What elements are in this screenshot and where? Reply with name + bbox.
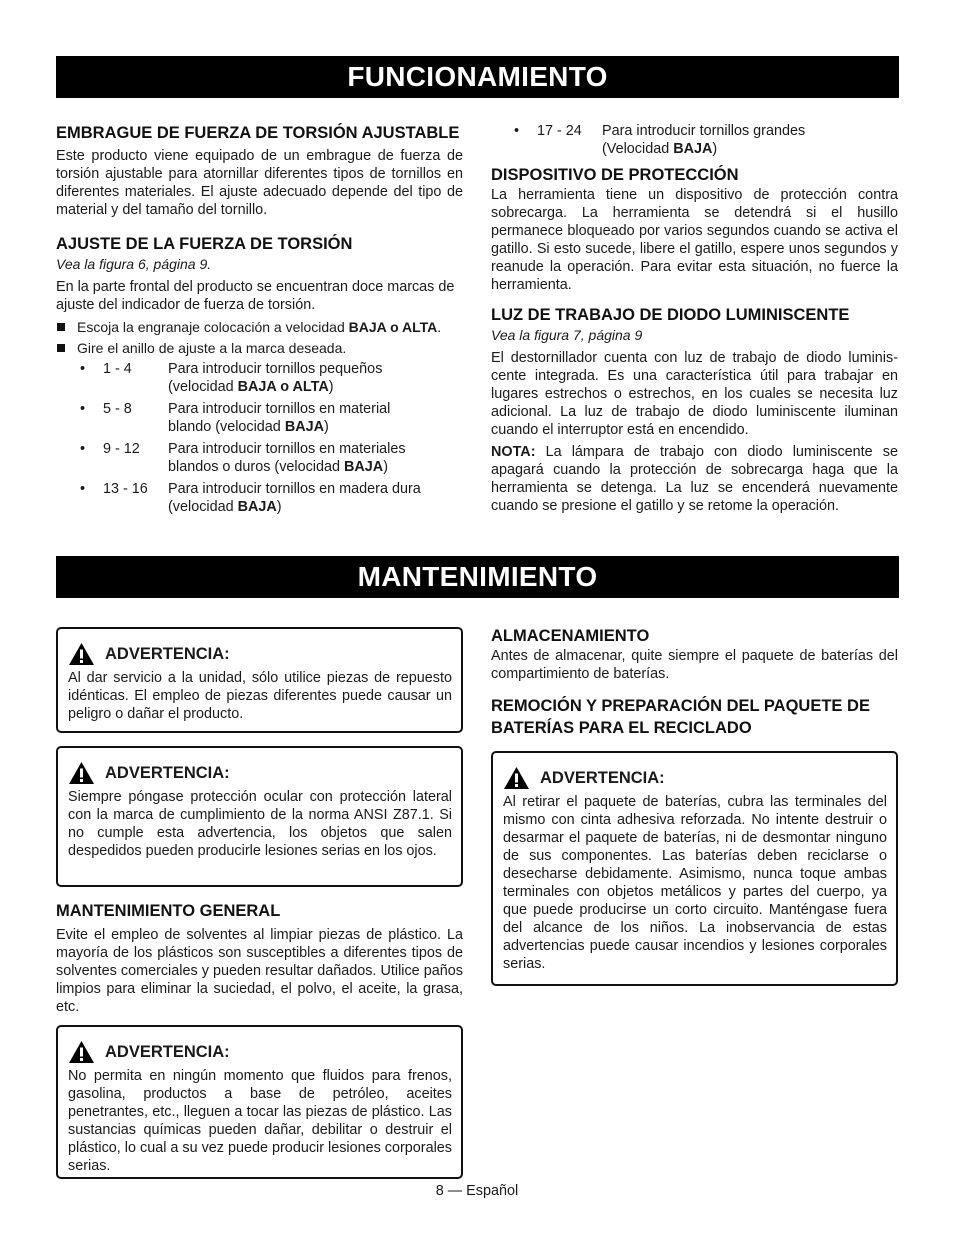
warning-triangle-icon (68, 642, 95, 666)
bullet-icon: • (80, 401, 86, 417)
warning-triangle-icon (68, 761, 95, 785)
general-maintenance-section (56, 900, 463, 1016)
clutch-body: Este producto viene equipado de un embrague de fuerza de torsión ajustable para atornillar diferentes tipos de tornillos en diferentes materiales. El ajuste adecuado depende del tipo de material y del tamaño del tornillo. (56, 148, 463, 218)
warning-triangle-icon (68, 1040, 95, 1064)
warning-body: Siempre póngase protección ocular con protección lateral con la marca de cumplimiento de la norma ANSI Z87.1. Si no cumple esta advertencia, los objetos que salen despedidos pueden producirle lesiones serias en los ojos. (68, 789, 452, 859)
warning-box-battery (491, 751, 898, 986)
square-bullet-icon (57, 323, 65, 331)
operation-right-column (491, 122, 898, 515)
storage-heading: ALMACENAMIENTO (491, 627, 650, 645)
warning-box-spare-parts (56, 627, 463, 733)
note-label: NOTA: (491, 444, 536, 460)
note-body: La lámpara de trabajo con diodo luminiscente se apagará cuando la protección de sobrecarga haga que la herramienta se detenga. La luz se encenderá nuevamente cuando se presione el gatillo y se retome la operación. (491, 444, 898, 514)
torque-step: Escoja la engranaje colocación a velocidad BAJA o ALTA. (56, 318, 463, 336)
bullet-icon: • (80, 361, 86, 377)
section-banner-maintenance: MANTENIMIENTO (56, 556, 899, 598)
warning-triangle-icon (503, 766, 530, 790)
led-note (491, 443, 898, 515)
protection-body: La herramienta tiene un dispositivo de protección contra sobrecarga. La herramienta se detendrá si el husillo permanece bloqueado por varios segundos cuando se activa el gatillo. Si esto sucede, libere el gatillo, espere unos segundos y reanude la operación. Para evitar esta situación, no fuerce la herramienta. (491, 187, 898, 293)
battery-removal-heading: REMOCIÓN Y PREPARACIÓN DEL PAQUETE DE BATERÍAS PARA EL RECICLADO (491, 697, 870, 737)
section-banner-operation: FUNCIONAMIENTO (56, 56, 899, 98)
torque-body: En la parte frontal del producto se encuentran doce marcas de ajuste del indicador de fuerza de torsión. (56, 279, 455, 313)
maintenance-right-column (491, 625, 898, 739)
led-heading: LUZ DE TRABAJO DE DIODO LUMINISCENTE (491, 306, 850, 324)
clutch-heading: EMBRAGUE DE FUERZA DE TORSIÓN AJUSTABLE (56, 124, 460, 142)
bullet-icon: • (80, 441, 86, 457)
led-figure-ref: Vea la figura 7, página 9 (491, 327, 643, 343)
warning-body: Al dar servicio a la unidad, sólo utilice piezas de repuesto idénticas. El empleo de piezas diferentes puede causar un peligro o dañar el producto. (68, 670, 452, 722)
led-body: El destornillador cuenta con luz de trabajo de diodo luminis-cente integrada. Es una característica útil para trabajar en lugares estrechos o estrechos, en los cuales se necesita luz adicional. La luz de trabajo de diodo luminiscente iluminan cuando el interruptor está en encendido. (491, 350, 898, 438)
torque-setting-item: • 17 - 24 Para introducir tornillos grandes (Velocidad BAJA) (514, 123, 806, 157)
torque-heading: AJUSTE DE LA FUERZA DE TORSIÓN (56, 235, 353, 253)
page-footer: 8 — Español (435, 1183, 519, 1199)
torque-setting-item: • 9 - 12 Para introducir tornillos en materiales blandos o duros (velocidad BAJA) (80, 441, 406, 475)
warning-body: No permita en ningún momento que fluidos para frenos, gasolina, productos a base de petróleo, aceites penetrantes, etc., lleguen a tocar las piezas de plástico. Las sustancias químicas pueden dañar, debilitar o destruir el plástico, lo cual a su vez puede producir lesiones corporales serias. (68, 1068, 452, 1174)
warning-title: ADVERTENCIA: (105, 763, 230, 782)
bullet-icon: • (514, 123, 520, 139)
torque-figure-ref: Vea la figura 6, página 9. (56, 256, 212, 272)
warning-box-eye-protection (56, 746, 463, 887)
warning-box-chemicals (56, 1025, 463, 1179)
general-maintenance-heading: MANTENIMIENTO GENERAL (56, 902, 281, 920)
warning-body: Al retirar el paquete de baterías, cubra las terminales del mismo con cinta adhesiva reforzada. No intente destruir o desarmar el paquete de baterías, ni de desmontar ninguno de sus componentes. Las baterías deben reciclarse o desecharse debidamente. Asimismo, nunca toque ambas terminales con objetos metálicos y partes del cuerpo, ya que puede producirse un corto circuito. Manténgase fuera del alcance de los niños. La inobservancia de estas advertencias puede causar incendios y lesiones corporales serias. (503, 794, 887, 972)
storage-body: Antes de almacenar, quite siempre el paquete de baterías del compartimiento de baterías. (491, 648, 898, 682)
torque-setting-item: • 5 - 8 Para introducir tornillos en material blando (velocidad BAJA) (80, 401, 391, 435)
general-maintenance-body: Evite el empleo de solventes al limpiar piezas de plástico. La mayoría de los plásticos son susceptibles a diferentes tipos de solventes comerciales y pueden resultar dañados. Utilice paños limpios para eliminar la suciedad, el polvo, el aceite, la grasa, etc. (56, 927, 463, 1015)
torque-setting-item: • 13 - 16 Para introducir tornillos en madera dura (velocidad BAJA) (80, 481, 421, 515)
bullet-icon: • (80, 481, 86, 497)
torque-setting-item: • 1 - 4 Para introducir tornillos pequeños (velocidad BAJA o ALTA) (80, 361, 383, 395)
warning-title: ADVERTENCIA: (105, 1042, 230, 1061)
warning-title: ADVERTENCIA: (105, 644, 230, 663)
square-bullet-icon (57, 344, 65, 352)
operation-left-column (56, 122, 463, 516)
warning-title: ADVERTENCIA: (540, 768, 665, 787)
protection-heading: DISPOSITIVO DE PROTECCIÓN (491, 166, 739, 184)
torque-step: Gire el anillo de ajuste a la marca deseada. (56, 339, 463, 357)
